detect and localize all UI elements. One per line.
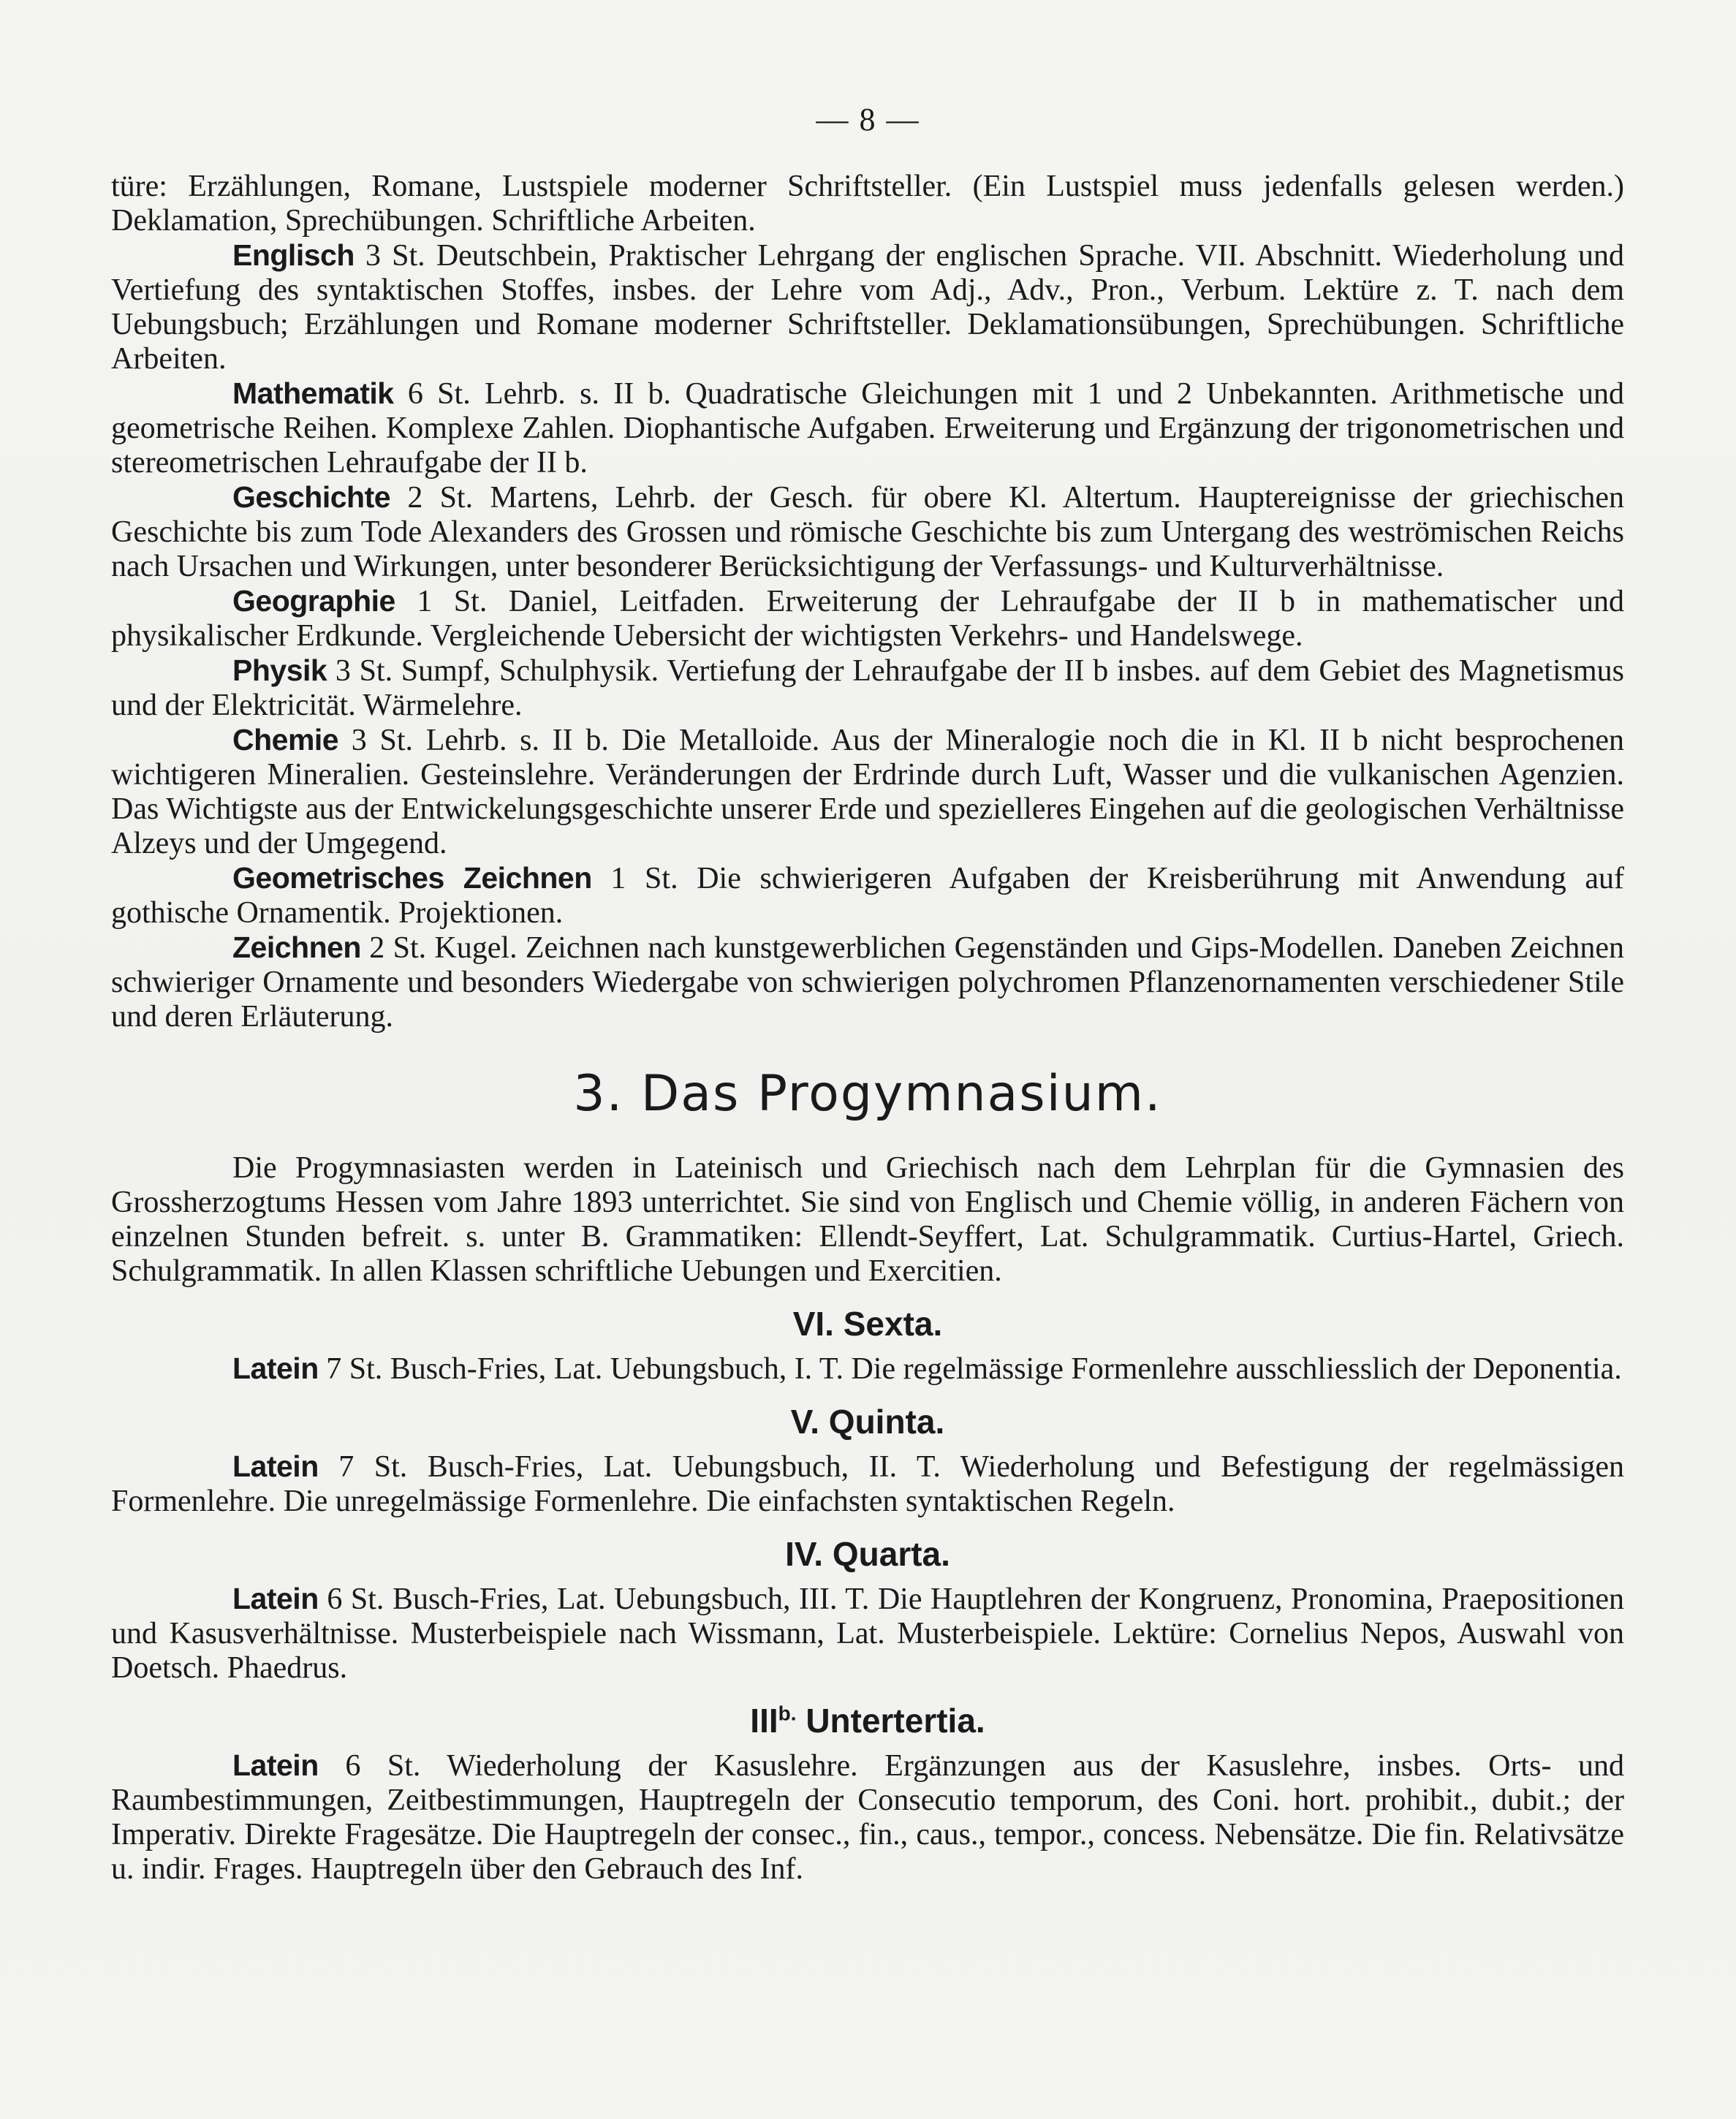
subject-text: 2 St. Kugel. Zeichnen nach kunstgewerblichen Gegenständen und Gips-Modellen. Daneben Zeichnen schwieriger Ornamente und besonders Wiedergabe von schwierigen polychromen Pflanzenornamenten verschiedener Stile und deren Erläuterung.	[111, 931, 1625, 1034]
body-text	[111, 170, 1624, 1887]
intro-paragraph: türe: Erzählungen, Romane, Lustspiele moderner Schriftsteller. (Ein Lustspiel muss jedenfalls gelesen werden.) Deklamation, Sprechübungen. Schriftliche Arbeiten.	[111, 170, 1624, 238]
subject-text: 2 St. Martens, Lehrb. der Gesch. für obere Kl. Altertum. Hauptereignisse der griechischen Geschichte bis zum Tode Alexanders des Grossen und römische Geschichte bis zum Untergang des weströmischen Reichs nach Ursachen und Wirkungen, unter besonderer Berücksichtigung der Verfassungs- und Kulturverhältnisse.	[111, 481, 1624, 583]
class-heading-untertertia	[111, 1700, 1624, 1741]
page-number: — 8 —	[816, 102, 920, 137]
subject-text: 6 St. Wiederholung der Kasuslehre. Ergänzungen aus der Kasuslehre, insbes. Orts- und Raumbestimmungen, Zeitbestimmungen, Hauptregeln der Consecutio temporum, des Coni. hort. prohibit., dubit.; der Imperativ. Direkte Fragesätze. Die Hauptregeln der consec., fin., caus., tempor., concess. Nebensätze. Die fin. Relativsätze u. indir. Frages. Hauptregeln über den Gebrauch des Inf.	[111, 1749, 1625, 1886]
class-paragraph-quarta	[111, 1582, 1624, 1686]
class-heading-prefix: III	[750, 1702, 778, 1740]
subject-text: 3 St. Deutschbein, Praktischer Lehrgang der englischen Sprache. VII. Abschnitt. Wiederholung und Vertiefung des syntaktischen Stoffes, insbes. der Lehre vom Adj., Adv., Pron., Verbum. Lektüre z. T. nach dem Uebungsbuch; Erzählungen und Romane moderner Schriftsteller. Deklamationsübungen, Sprechübungen. Schriftliche Arbeiten.	[111, 239, 1624, 376]
subject-text: 6 St. Lehrb. s. II b. Quadratische Gleichungen mit 1 und 2 Unbekannten. Arithmetische und geometrische Reihen. Komplexe Zahlen. Diophantische Aufgaben. Erweiterung und Ergänzung der trigonometrischen und stereometrischen Lehraufgabe der II b.	[111, 377, 1624, 479]
section-title-progymnasium: 3. Das Progymnasium.	[573, 1065, 1162, 1123]
class-heading-sexta: VI. Sexta.	[792, 1305, 943, 1343]
subject-text: 3 St. Lehrb. s. II b. Die Metalloide. Aus der Mineralogie noch die in Kl. II b nicht besprochenen wichtigeren Mineralien. Gesteinslehre. Veränderungen der Erdrinde durch Luft, Wasser und die vulkanischen Agenzien. Das Wichtigste aus der Entwickelungsgeschichte unserer Erde und spezielleres Eingehen auf die geologischen Verhältnisse Alzeys und der Umgegend.	[111, 724, 1625, 860]
subject-paragraph-geometrisches-zeichnen	[111, 861, 1624, 930]
subject-name: Latein	[232, 1449, 319, 1483]
class-heading-quarta: IV. Quarta.	[785, 1535, 950, 1573]
class-paragraph-quinta	[111, 1449, 1624, 1519]
subject-text: 3 St. Sumpf, Schulphysik. Vertiefung der Lehraufgabe der II b insbes. auf dem Gebiet des Magnetismus und der Elektricität. Wärmelehre.	[111, 654, 1625, 722]
subject-paragraph-physik	[111, 653, 1624, 723]
subject-paragraph-geschichte	[111, 480, 1624, 584]
class-paragraph-sexta	[111, 1352, 1624, 1387]
subject-name: Chemie	[232, 723, 339, 757]
subject-paragraph-englisch	[111, 238, 1624, 376]
subject-name: Englisch	[232, 238, 355, 272]
subject-text: 1 St. Daniel, Leitfaden. Erweiterung der Lehraufgabe der II b in mathematischer und physikalischer Erdkunde. Vergleichende Uebersicht der wichtigsten Verkehrs- und Handelswege.	[111, 585, 1624, 653]
subject-paragraph-geographie	[111, 584, 1624, 653]
subject-name: Latein	[232, 1352, 319, 1385]
class-heading-quinta: V. Quinta.	[790, 1403, 945, 1441]
subject-name: Geschichte	[232, 480, 391, 514]
subject-text: 1 St. Die schwierigeren Aufgaben der Kreisberührung mit Anwendung auf gothische Ornamentik. Projektionen.	[111, 862, 1624, 930]
subject-text: 7 St. Busch-Fries, Lat. Uebungsbuch, I. T. Die regelmässige Formenlehre ausschliesslich der Deponentia.	[326, 1352, 1622, 1386]
subject-name: Mathematik	[232, 376, 394, 410]
subject-name: Physik	[232, 653, 327, 687]
progymnasium-intro: Die Progymnasiasten werden in Lateinisch und Griechisch nach dem Lehrplan für die Gymnasien des Grossherzogtums Hessen vom Jahre 1893 unterrichtet. Sie sind von Englisch und Chemie völlig, in anderen Fächern von einzelnen Stunden befreit. s. unter B. Grammatiken: Ellendt-Seyffert, Lat. Schulgrammatik. Curtius-Hartel, Griech. Schulgrammatik. In allen Klassen schriftliche Uebungen und Exercitien.	[111, 1151, 1624, 1288]
subject-paragraph-mathematik	[111, 376, 1624, 480]
subject-name: Latein	[232, 1748, 319, 1782]
subject-name: Geographie	[232, 584, 395, 618]
subject-paragraph-zeichnen	[111, 930, 1624, 1034]
subject-name: Latein	[232, 1582, 319, 1615]
subject-text: 6 St. Busch-Fries, Lat. Uebungsbuch, III. T. Die Hauptlehren der Kongruenz, Pronomina, Praepositionen und Kasusverhältnisse. Musterbeispiele nach Wissmann, Lat. Musterbeispiele. Lektüre: Cornelius Nepos, Auswahl von Doetsch. Phaedrus.	[111, 1582, 1625, 1685]
subject-name: Zeichnen	[232, 930, 361, 964]
subject-text: 7 St. Busch-Fries, Lat. Uebungsbuch, II. T. Wiederholung und Befestigung der regelmässigen Formenlehre. Die unregelmässige Formenlehre. Die einfachsten syntaktischen Regeln.	[111, 1450, 1625, 1518]
class-heading-label: Untertertia.	[806, 1702, 985, 1740]
subject-name: Geometrisches Zeichnen	[232, 861, 592, 895]
subject-paragraph-chemie	[111, 723, 1624, 861]
class-paragraph-untertertia	[111, 1748, 1624, 1887]
class-heading-sup: b.	[778, 1702, 797, 1725]
